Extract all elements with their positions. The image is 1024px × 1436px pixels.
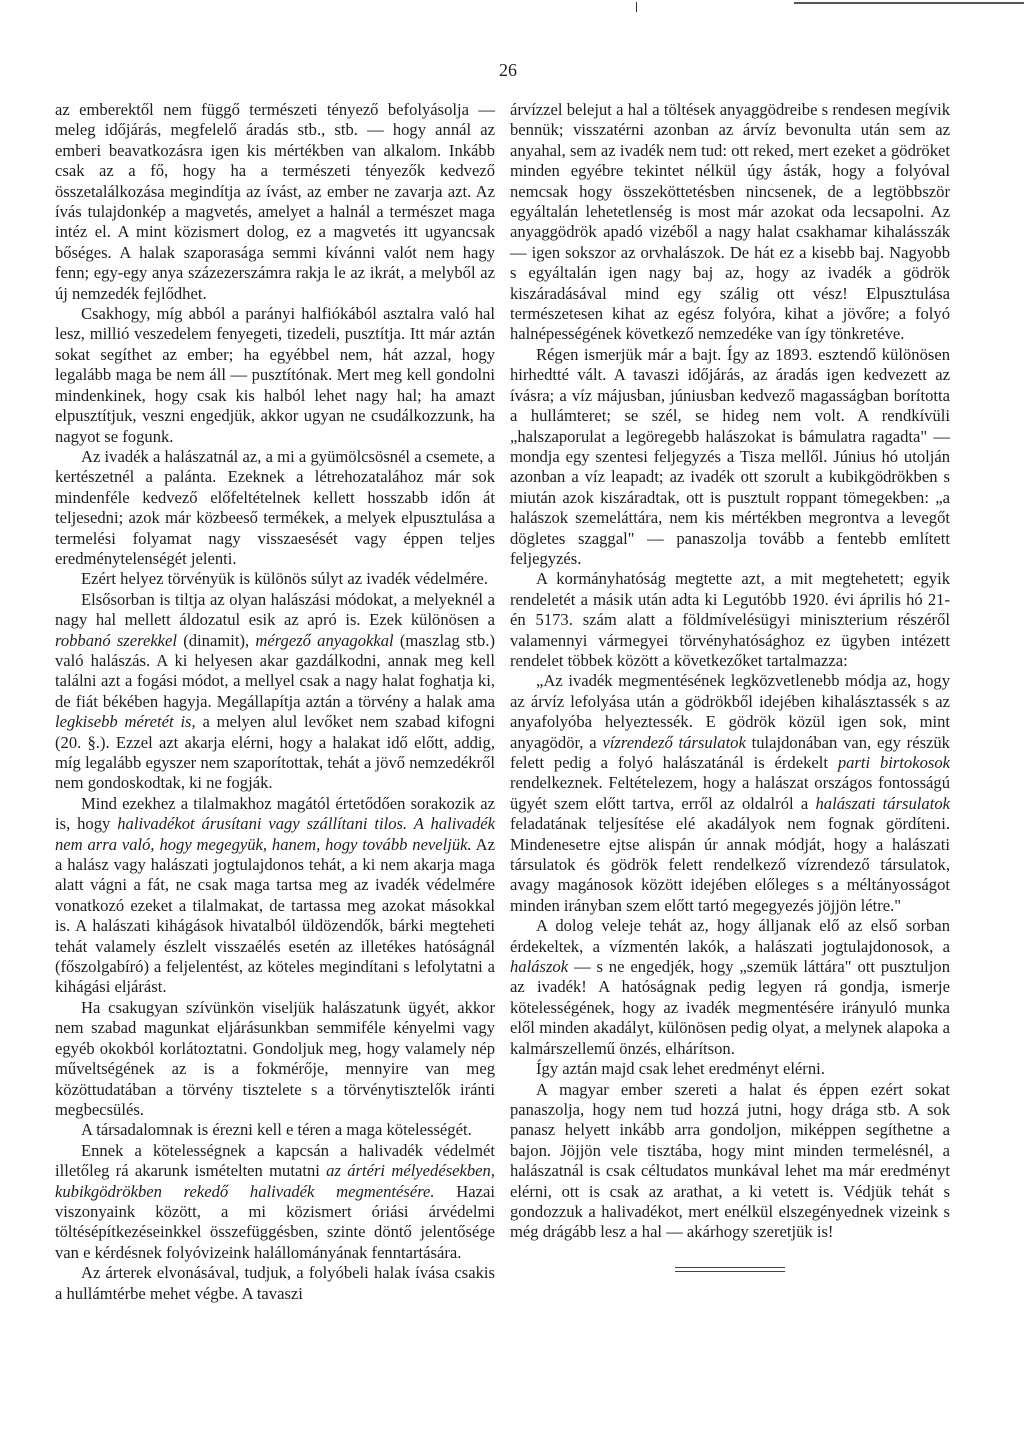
text-run: tulajdonában van, egy részük felett pedig a folyó halászatánál is érdekelt [510,732,950,772]
emphasis: mérgező anyagokkal [255,630,394,650]
text-run: „Az ivadék megmentésének legközvetlenebb módja az, hogy az árvíz lefolyása után a gödrökből idejében kihalásztassék s az anyafolyóba helyeztessék. E gödrök közül igen sok, mint anyagödör, a [510,671,950,752]
emphasis: halászati társulatok [815,793,950,813]
text-run: Ennek a kötelességnek a kapcsán a halivadék védelmét illetőleg rá akarunk ismételten mutatni [55,1140,495,1181]
text-run: Hazai viszonyaink között, a mi közismert óriási árvédelmi töltésépítkezéseinkkel összefüggésben, szinte döntő jelentősége van e kérdésnek folyóvizeink halállományának fenntartására. [55,1181,495,1262]
paragraph: Az ivadék a halászatnál az, a mi a gyümölcsösnél a csemete, a kertészetnél a palánta. Ezeknek a létrehozatalához már sok mindenféle kedvező előfeltételnek kellett hosszabb időn át teljesedni; azok már közbeeső termékek, a melyek elpusztulása a termelési folyamat nagy visszaesését vagy éppen teljes eredménytelenségét jelenti. [55,446,495,568]
text-run: Az a halász vagy halászati jogtulajdonos tehát, a ki nem akarja maga alatt vágni a fát, ne csak maga tartsa meg az ivadék védelmére vonatkozó ezeket a tilalmakat, de tartassa meg azokat másokkal is. A halászati kihágások hivatalból üldözendők, bárki megteheti tehát valamely észlelt visszaélés esetén az illetékes hatóságnál (főszolgabíró) a feljelentést, az köteles megindítani s lefolytatni a kihágási eljárást. [55,834,495,997]
emphasis: halászok [510,957,569,977]
end-double-rule [675,1267,785,1272]
text-run: Mind ezekhez a tilalmakhoz magától értetődően sorakozik az is, hogy [55,793,495,834]
paragraph [510,916,950,1059]
emphasis: legkisebb méretét is, [55,712,196,732]
paragraph: A magyar ember szereti a halat és éppen ezért sokat panaszolja, hogy nem tud hozzá jutni, hogy drága stb. A sok panasz helyett inkább arra gondoljon, miképpen segíthetne a bajon. Jöjjön vele tisztába, hogy mint minden termelésnél, a halászatnál is csak céltudatos munkával lehet ma már eredményt elérni, ott is csak az arathat, a ki vetett is. Védjük tehát s gondozzuk a halivadékot, mert enélkül elszegényednek vizeink s még drágább lesz a hal — akárhogy szeretjük is! [510,1079,950,1242]
paragraph: A kormányhatóság megtette azt, a mit megtehetett; egyik rendeletét a másik után adta ki Legutóbb 1920. évi április hó 21-én 5173. szám alatt a földmívelésügyi miniszterium részéről valamennyi vármegyei törvényhatósághoz ez ügyben intézett rendelet többek között a következőket tartalmazza: [510,569,950,670]
top-edge-rule [794,2,1024,4]
text-run: Elsősorban is tiltja az olyan halászási módokat, a melyeknél a nagy hal mellett áldozatul esik az apró is. Ezek különösen a [55,589,495,630]
paragraph [55,1141,495,1263]
emphasis: halivadékot árusítani vagy szállítani tilos. A halivadék nem arra való, hogy megegyük, hanem, hogy tovább neveljük. [55,814,495,854]
paragraph: A társadalomnak is érezni kell e téren a maga kötelességét. [81,1120,472,1140]
emphasis: robbanó szerekkel [55,630,178,650]
text-run: A dolog veleje tehát az, hogy álljanak elő az első sorban érdekeltek, a vízmentén lakók, a halászati jogtulajdonosok, a [510,916,950,956]
paragraph: árvízzel belejut a hal a töltések anyaggödreibe s rendesen megívik bennük; visszatérni azonban az árvíz bevonulta után sem az anyahal, sem az ivadék nem tud: ott reked, mert ezeket a gödröket minden egyébre tekintet nélkül úgy ásták, hogy a folyóval nemcsak hogy összeköttetésben nincsenek, de a legtöbbször egyáltalán lehetetlenség is most már azokat oda lecsapolni. Az anyaggödrök apadó vizéből a nagy halat csakhamar kihalásszák — igen sokszor az orvhalászok. De hát ez a kisebb baj. Nagyobb s egyáltalán igen nagy baj az, hogy az ivadék a gödrök kiszáradásával mind egy szálig ott vész! Elpusztulása természetesen kihat az egész folyóra, kihat a jövőre; a folyó halnépességének következő nemzedéke van így tönkretéve. [510,100,950,344]
right-text-column [510,100,950,1272]
paragraph [55,794,495,998]
paragraph: Régen ismerjük már a bajt. Így az 1893. esztendő különösen hirhedtté vált. A tavaszi időjárás, az áradás igen kedvezett az ívásra; a víz májusban, júniusban kedvező magasságban borította a hullámteret; se szél, se hideg nem volt. A rendkívüli „halszaporulat a legöregebb halászokat is bámulatra ragadta" — mondja egy szentesi feljegyzés a Tisza mellől. Június hó utolján azonban a víz leapadt; az ivadék ott szorult a kubikgödrökben s miután azok kiszáradtak, ott is pusztult roppant tömegekben: „a halászok szemeláttára, nem kis mértékben megrontva a levegőt dögletes szaggal" — panaszolja tovább a fentebb említett feljegyzés. [510,344,950,568]
text-run: a melyen alul levőket nem szabad kifogni (20. §.). Ezzel azt akarja elérni, hogy a halakat idő előtt, addig, míg legalább egyszer nem szaporítottak, tehát a jövő nemzedékről nem gondoskodtak, ki ne fogják. [55,712,495,793]
paragraph: Így aztán majd csak lehet eredményt elérni. [536,1059,825,1079]
emphasis: az ártéri mélyedésekben, kubikgödrökben rekedő halivadék megmentésére. [55,1161,495,1201]
left-text-column [55,100,495,1304]
text-run: feladatának teljesítése elé akadályok nem fognak gördíteni. Mindenesetre ejtse alispán úr annak módját, hogy a halászati társulatok és gödrök felett rendelkező vízrendező társulatok, avagy magánosok között idejében előleges s a méltányosságot minden irányban szem előtt tartó megegyezés jöjjön létre." [510,814,950,915]
text-run: (dinamit), [177,630,256,650]
paragraph: Csakhogy, míg abból a parányi halfiókából asztalra való hal lesz, millió veszedelem fenyegeti, tizedeli, pusztítja. Itt már aztán sokat segíthet az ember; ha egyébbel nem, hát azzal, hogy legalább maga be nem áll — pusztítónak. Mert meg kell gondolni mindenkinek, hogy csak kis halból lehet nagy hal; ha amazt elpusztítjuk, veszni engedjük, akkor ugyan ne csudálkozzunk, ha nagyot se fogunk. [55,304,495,446]
paragraph: Ha csakugyan szívünkön viseljük halászatunk ügyét, akkor nem szabad magunkat eljárásunkban semmiféle kényelmi vagy egyéb okokból korlátoztatni. Gondoljuk meg, hogy valamely nép műveltségének az is a fokmérője, mennyire van meg közöttudatában a törvény tisztelete s a törvénytisztelők iránti megbecsülés. [55,997,495,1119]
emphasis: parti birtokosok [837,753,950,772]
paragraph: Az árterek elvonásával, tudjuk, a folyóbeli halak ívása csakis a hullámtérbe mehet végbe. A tavaszi [55,1263,495,1303]
page-number: 26 [499,60,517,80]
paragraph: az emberektől nem függő természeti tényező befolyásolja — meleg időjárás, megfelelő áradás stb., stb. — hogy annál az emberi beavatkozásra igen kis mértékben van alkalom. Inkább csak az a fő, hogy ha a természeti tényezők kedvező összetalálkozása megindítja az ívást, az ember ne zavarja azt. Az ívás tulajdonkép a magvetés, amelyet a halnál a természet maga intéz el. A mint közismert dolog, ez a magvetés itt ugyancsak bőséges. A halak szaporasága semmi kívánni valót nem hagy fenn; egy-egy anya százezerszámra rakja le az ikrát, a melyből az új nemzedék fejlődhet. [55,100,495,303]
emphasis: vízrendező társulatok [602,732,746,752]
text-run: rendelkeznek. Feltételezem, hogy a halászat országos fontosságú ügyét szem előtt tartva, erről az oldalról a [510,773,950,813]
paragraph [55,590,495,794]
paragraph: Ezért helyez törvényük is különös súlyt az ivadék védelmére. [81,569,488,589]
text-run: (maszlag stb.) való halászás. A ki helyesen akar gazdálkodni, annak meg kell találni azt a fogási módot, a mellyel csak a nagy halat foghatja ki, de fiát békében hagyja. Megállapítja aztán a törvény a halak ama [55,630,495,711]
corner-tick-mark [636,2,637,12]
paragraph [510,671,950,916]
text-run: — s ne engedjék, hogy „szemük láttára" ott pusztuljon az ivadék! A hatóságnak pedig legyen rá gondja, ismerje kötelességének, hogy az ivadék megmentésére irányuló munka elől minden akadályt, különösen pedig olyat, a melynek alapoka a kalmárszellemű önzés, elhárítson. [510,957,950,1058]
